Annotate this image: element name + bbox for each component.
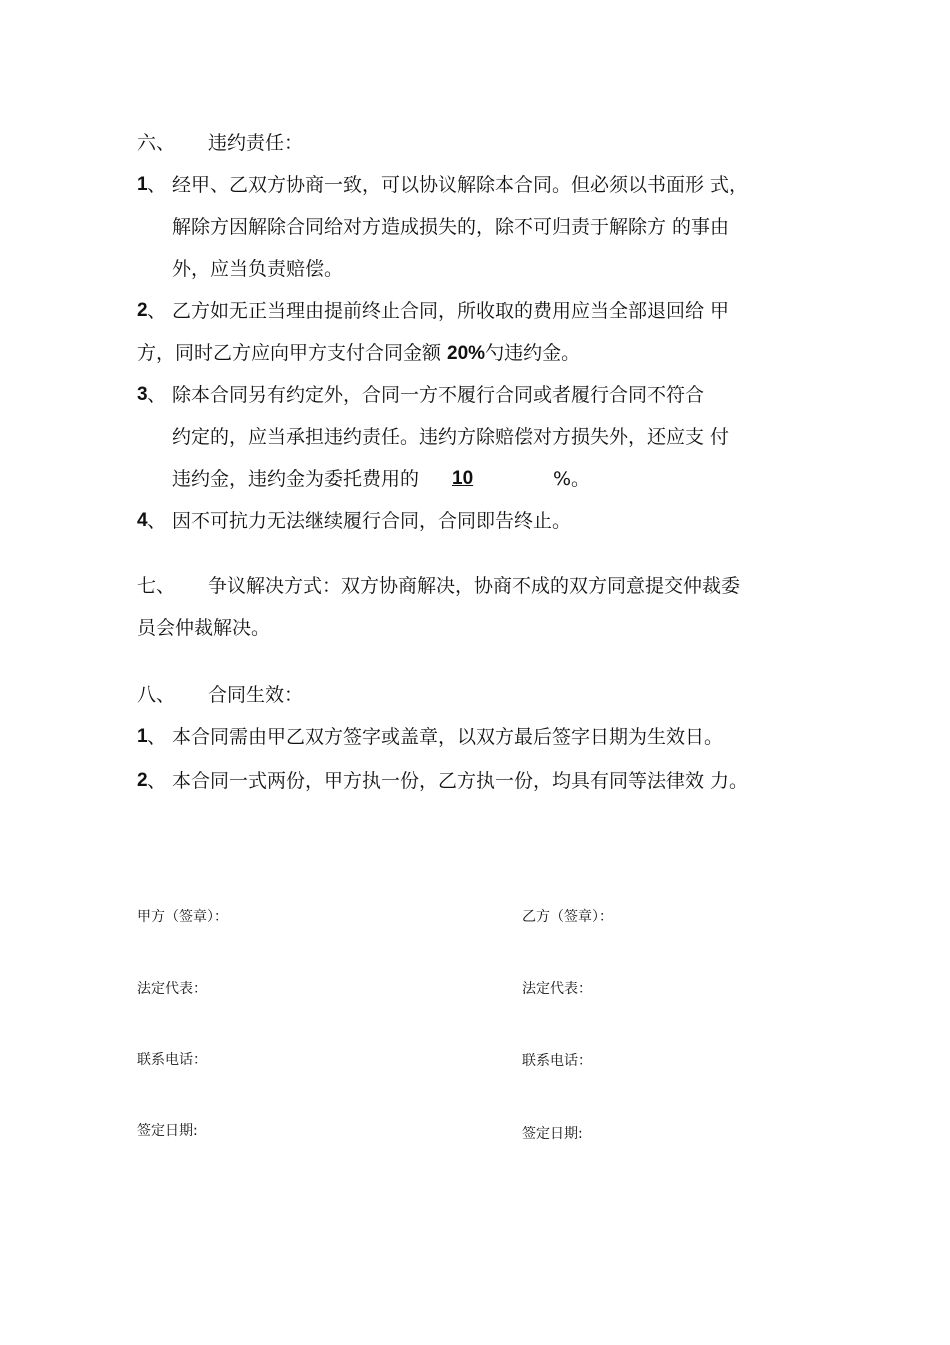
item-number: 3 [137,384,148,405]
section-8-marker: 八、 [137,684,176,706]
item-number: 2 [137,770,148,791]
item-text-post: 勺违约金。 [485,342,581,364]
item-text-line-1: 因不可抗力无法继续履行合同，合同即告终止。 [172,510,572,532]
item-text-line-3-post: %。 [553,468,591,490]
item-text: 本合同一式两份，甲方执一份，乙方执一份，均具有同等法律效 力。 [172,770,749,792]
item-number: 1 [137,174,148,195]
item-separator: 、 [147,300,167,322]
party-a-rep-label: 法定代表： [137,981,207,997]
item-text: 本合同需由甲乙双方签字或盖章，以双方最后签字日期为生效日。 [172,726,724,748]
item-separator: 、 [147,174,167,196]
section-7-text-line-2: 员会仲裁解决。 [137,617,271,639]
party-b-date-label: 签定日期: [522,1126,583,1142]
item-separator: 、 [147,510,167,532]
item-text-line-1: 乙方如无正当理由提前终止合同，所收取的费用应当全部退回给 甲 [172,300,730,322]
section-8-title: 合同生效： [208,684,304,706]
party-a-date-label: 签定日期: [137,1123,198,1139]
section-7-text-line-1: 争议解决方式：双方协商解决，协商不成的双方同意提交仲裁委 [208,575,741,597]
item-text-line-3-pre: 违约金，违约金为委托费用的 [172,468,420,490]
item-number: 1 [137,726,148,747]
item-text-line-1: 除本合同另有约定外，合同一方不履行合同或者履行合同不符合 [172,384,705,406]
item-text-line-2: 约定的，应当承担违约责任。违约方除赔偿对方损失外，还应支 付 [172,426,730,448]
section-6-title: 违约责任： [208,132,304,154]
item-text-line-3: 外，应当负责赔偿。 [172,258,344,280]
party-b-rep-label: 法定代表： [522,981,592,997]
penalty-percent: 20% [447,343,486,364]
item-separator: 、 [147,770,167,792]
party-a-phone-label: 联系电话： [137,1052,207,1068]
section-6-marker: 六、 [137,132,176,154]
item-text-line-1: 经甲、乙双方协商一致，可以协议解除本合同。但必须以书面形 式， [172,174,749,196]
party-a-seal-label: 甲方（签章）： [137,909,228,925]
party-b-seal-label: 乙方（签章）： [522,909,613,925]
party-b-phone-label: 联系电话： [522,1053,592,1069]
item-text-line-2: 解除方因解除合同给对方造成损失的，除不可归责于解除方 的事由 [172,216,730,238]
penalty-rate-value: 10 [452,468,474,489]
item-separator: 、 [147,384,167,406]
item-number: 4 [137,510,148,531]
item-number: 2 [137,300,148,321]
item-text-line-2 [137,340,580,367]
item-text-pre: 方，同时乙方应向甲方支付合同金额 [137,342,448,364]
item-separator: 、 [147,726,167,748]
section-7-marker: 七、 [137,575,176,597]
